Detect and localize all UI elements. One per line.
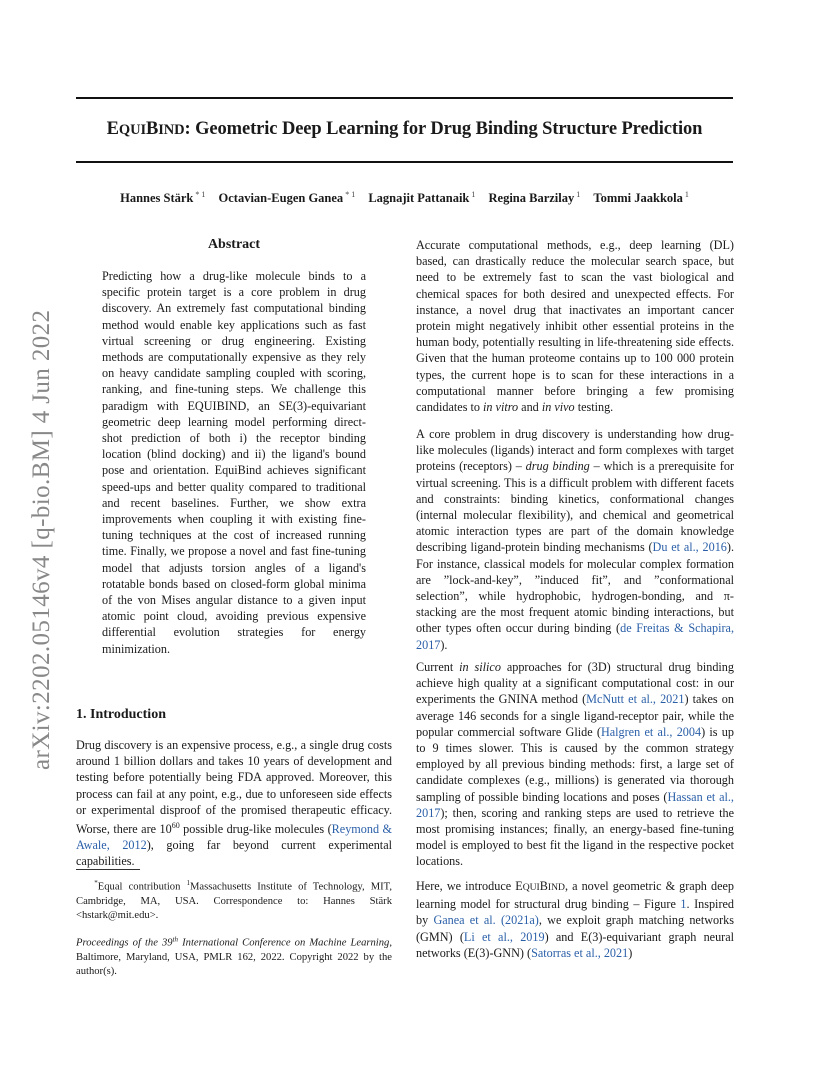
right-p4-text-a: Here, we introduce: [416, 879, 516, 893]
right-p1-italic-2: in vivo: [541, 400, 575, 415]
citation-halgren[interactable]: Halgren et al., 2004: [600, 724, 702, 739]
intro-paragraph: [76, 737, 392, 870]
model-name-e: E: [515, 879, 523, 893]
right-p3-text-d: ) is up to 9 times slower. This is caused by the common strategy employed by all previous binding methods: first, a large set of candidate complexes (e.g., millions) is generated via thorough sampling of possible binding locations and poses (: [416, 724, 734, 804]
title-rest: : Geometric Deep Learning for Drug Binding Structure Prediction: [184, 119, 703, 139]
author-4: [489, 191, 581, 205]
arxiv-identifier[interactable]: arXiv:2202.05146v4 [q-bio.BM] 4 Jun 2022: [28, 309, 55, 770]
footnote-mark-equal: *: [94, 879, 98, 887]
right-p4-text-f: ): [628, 945, 633, 960]
footnote-text-2: Massachusetts Institute of Technology, MIT, Cambridge, MA, USA. Correspondence to: Hannes Stärk <hstark@mit.edu>.: [76, 881, 392, 921]
right-p3-text-e: ); then, scoring and ranking steps are used to retrieve the most promising instances; finally, an energy-based fine-tuning model is employed to best fit the ligand in the respective pocket locations.: [416, 805, 734, 869]
right-paragraph-1: [416, 237, 734, 415]
proceedings-venue-1: Proceedings of the 39: [76, 937, 173, 949]
citation-satorras[interactable]: Satorras et al., 2021: [531, 945, 629, 960]
right-p3-text-a: Current: [416, 660, 460, 674]
citation-reymond[interactable]: Reymond & Awale, 2012: [76, 822, 392, 853]
citation-hassan[interactable]: Hassan et al., 2017: [416, 789, 734, 820]
right-p4-text-b: , a novel geometric & graph deep learning model for structural drug binding – Figure: [416, 879, 734, 912]
right-p3-text-b: approaches for (3D) structural drug binding achieve high quality at a significant computational cost: in our experiments the GNINA method (: [416, 660, 734, 707]
footnote-text-1: Equal contribution: [97, 881, 187, 893]
author-name: Octavian-Eugen Ganea: [218, 191, 344, 206]
intro-text-1: Drug discovery is an expensive process, e.g., a single drug costs around 1 billion dollars and takes 10 years of development and testing before potentially being FDA approved. Moreover, this process can fail at any point, e.g., due to unforeseen side effects or experimental disproof of the promised therapeutic efficacy. Worse, there are 10: [76, 738, 392, 837]
right-p2-text-d: ).: [440, 637, 448, 652]
citation-de-freitas[interactable]: de Freitas & Schapira, 2017: [416, 621, 735, 652]
model-name-b: B: [539, 879, 548, 893]
proceedings-sup: th: [172, 935, 179, 943]
footnote-rule: [76, 869, 140, 870]
right-p4-text-d: , we exploit graph matching networks (GMN) (: [416, 913, 734, 944]
author-5: [593, 191, 689, 205]
title-name-ind: IND: [158, 122, 185, 138]
proceedings-details: , Baltimore, Maryland, USA, PMLR 162, 2022. Copyright 2022 by the author(s).: [76, 937, 392, 977]
title-rule-top: [76, 97, 733, 99]
author-affil-marks: * 1: [195, 190, 206, 199]
abstract-text: Predicting how a drug-like molecule binds to a specific protein target is a core problem in drug discovery. An extremely fast computational binding method would enable key applications such as fast virtual screening or drug engineering. Existing methods are computationally expensive as they rely on heavy candidate sampling coupled with scoring, ranking, and fine-tuning steps. We challenge this paradigm with EQUIBIND, an SE(3)-equivariant geometric deep learning model performing direct-shot prediction of both i) the receptor binding location (blind docking) and ii) the ligand's bound pose and orientation. EquiBind achieves significant speed-ups and better quality compared to traditional and recent baselines. Further, we show extra improvements when coupling it with existing fine-tuning techniques at the cost of increased running time. Finally, we propose a novel and fast fine-tuning model that adjusts torsion angles of a ligand's rotatable bonds based on closed-form global minima of the von Mises angular distance to a given input atomic point cloud, avoiding previous expensive differential evolution strategies for energy minimization.: [102, 269, 366, 656]
author-affil-marks: 1: [471, 190, 476, 199]
author-list: [76, 190, 733, 206]
right-p2-text-c: ). For instance, classical models for molecular complex formation are ”lock-and-key”, ”induced fit”, and ”conformational selection”, while hydrophobic, hydrogen-bonding, and π-stacking are the most frequent atomic binding interactions, but other types often occur during binding (: [416, 540, 734, 636]
author-3: [368, 191, 475, 205]
author-2: [219, 191, 356, 205]
intro-text-3: ), going far beyond current experimental capabilities.: [76, 838, 392, 869]
right-p1-and: and: [518, 400, 542, 415]
right-p3-italic: in silico: [459, 660, 501, 674]
author-1: [120, 191, 205, 205]
citation-mcnutt[interactable]: McNutt et al., 2021: [586, 692, 685, 707]
right-p4-text-c: . Inspired by: [416, 897, 735, 928]
right-p4-text-e: ) and E(3)-equivariant graph neural networks (E(3)-GNN) (: [416, 929, 735, 960]
right-p1-end: testing.: [574, 400, 614, 415]
right-p1-italic-1: in vitro: [483, 400, 519, 415]
section-heading-introduction: 1. Introduction: [76, 707, 166, 722]
right-paragraph-3: [416, 659, 734, 870]
figure-ref-1[interactable]: 1: [680, 897, 687, 912]
author-affil-marks: * 1: [345, 190, 356, 199]
intro-text-2: possible drug-like molecules (: [179, 822, 332, 837]
footnote-mark-affil: 1: [186, 879, 190, 887]
proceedings-note: [76, 932, 392, 979]
author-name: Regina Barzilay: [488, 191, 575, 206]
author-name: Hannes Stärk: [120, 191, 194, 206]
citation-ganea[interactable]: Ganea et al. (2021a): [433, 913, 539, 928]
author-name: Lagnajit Pattanaik: [368, 191, 470, 206]
model-name-qui: QUI: [522, 882, 540, 893]
intro-exponent: 60: [171, 821, 180, 831]
title-name-e: E: [106, 119, 119, 139]
right-p1-text: Accurate computational methods, e.g., deep learning (DL) based, can drastically reduce the molecular search space, but need to be extremely fast to scan the vast biological and chemical spaces for both desired and unexpected effects. For instance, a novel drug that inactivates an important cancer protein might negatively inhibit other essential proteins in the human body, potentially resulting in life-threatening side effects. Given that the human proteome contains up to 100 000 protein types, the current hope is to scan for these interactions in a computational manner before bringing a few promising candidates to: [416, 238, 734, 415]
title-rule-bottom: [76, 161, 733, 163]
proceedings-venue-2: International Conference on Machine Learning: [178, 937, 390, 949]
author-name: Tommi Jaakkola: [593, 191, 683, 206]
right-p2-text-b: – which is a prerequisite for virtual screening. This is a difficult problem with different facets and constraints: binding kinetics, conformational changes (internal molecular flexibility), and chemical and geometrical atomic interaction types are part of the domain knowledge describing ligand-protein binding mechanisms (: [416, 459, 734, 555]
right-p2-text-a: A core problem in drug discovery is understanding how drug-like molecules (ligands) interact and form complexes with target proteins (receptors) –: [416, 427, 734, 474]
paper-title: [76, 119, 733, 140]
citation-li[interactable]: Li et al., 2019: [463, 929, 545, 944]
footnote: [76, 876, 392, 923]
author-affil-marks: 1: [576, 190, 581, 199]
right-paragraph-4: [416, 878, 734, 961]
citation-du[interactable]: Du et al., 2016: [652, 540, 727, 555]
author-affil-marks: 1: [684, 190, 689, 199]
right-paragraph-2: [416, 426, 734, 653]
model-name-ind: IND: [547, 882, 565, 893]
abstract-heading: Abstract: [207, 237, 261, 252]
title-name-qui: QUI: [118, 122, 146, 138]
right-p2-italic: drug binding: [525, 459, 590, 474]
right-p3-text-c: ) takes on average 146 seconds for a single ligand-receptor pair, while the popular commercial software Glide (: [416, 692, 734, 739]
title-name-b: B: [145, 119, 159, 139]
